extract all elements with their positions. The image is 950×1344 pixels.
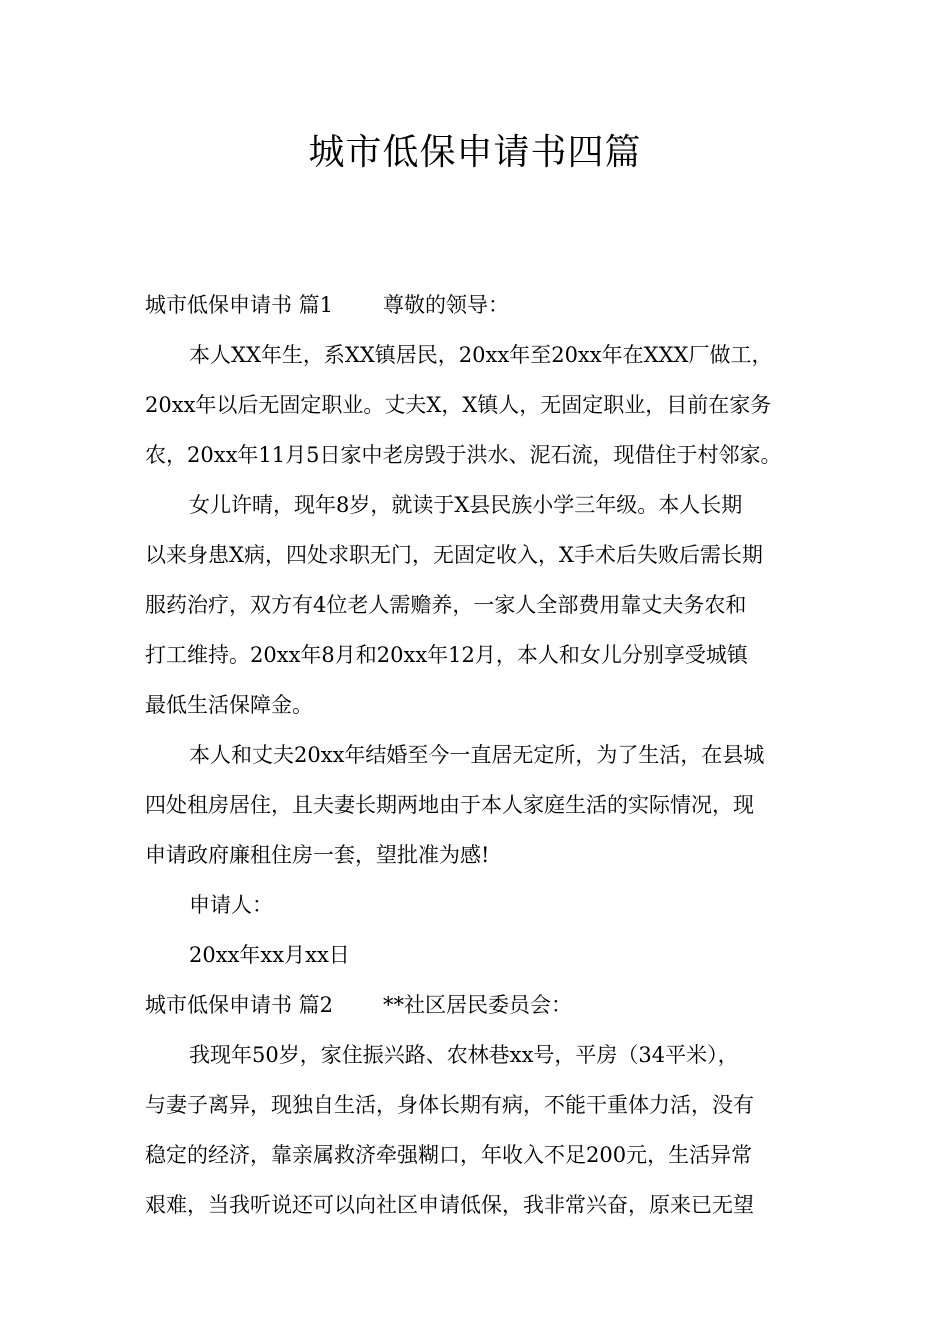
- salutation: **社区居民委员会：: [383, 993, 573, 1017]
- paragraph-line: 我现年50岁，家住振兴路、农林巷xx号，平房（34平米），: [189, 1043, 739, 1067]
- section-label: 城市低保申请书 篇1: [145, 293, 334, 317]
- paragraph-line: 四处租房居住，且夫妻长期两地由于本人家庭生活的实际情况，现: [145, 793, 754, 817]
- paragraph-line: 与妻子离异，现独自生活，身体长期有病，不能干重体力活，没有: [145, 1093, 754, 1117]
- paragraph-line: 申请政府廉租住房一套，望批准为感!: [145, 843, 490, 867]
- paragraph-line: 稳定的经济，靠亲属救济牵强糊口，年收入不足200元，生活异常: [145, 1143, 753, 1167]
- section-heading-1: [145, 280, 810, 330]
- applicant-line: 申请人：: [189, 893, 273, 917]
- salutation: 尊敬的领导：: [383, 293, 510, 317]
- paragraph-line: 艰难，当我听说还可以向社区申请低保，我非常兴奋，原来已无望: [145, 1193, 754, 1217]
- paragraph-line: 农，20xx年11月5日家中老房毁于洪水、泥石流，现借住于村邻家。: [145, 443, 782, 467]
- date-line: 20xx年xx月xx日: [189, 943, 350, 967]
- paragraph-line: 最低生活保障金。: [145, 693, 313, 717]
- paragraph-line: 本人XX年生，系XX镇居民，20xx年至20xx年在XXX厂做工，: [189, 343, 773, 367]
- document-body: [145, 280, 810, 1230]
- paragraph-line: 服药治疗，双方有4位老人需赡养，一家人全部费用靠丈夫务农和: [145, 593, 747, 617]
- paragraph-line: 以来身患X病，四处求职无门，无固定收入，X手术后失败后需长期: [145, 543, 763, 567]
- paragraph-line: 20xx年以后无固定职业。丈夫X，X镇人，无固定职业，目前在家务: [145, 393, 772, 417]
- document-title: 城市低保申请书四篇: [308, 132, 642, 173]
- section-heading-2: [145, 980, 810, 1030]
- paragraph-line: 打工维持。20xx年8月和20xx年12月，本人和女儿分别享受城镇: [145, 643, 748, 667]
- section-label: 城市低保申请书 篇2: [145, 993, 334, 1017]
- paragraph-line: 女儿许晴，现年8岁，就读于X县民族小学三年级。本人长期: [189, 493, 743, 517]
- paragraph-line: 本人和丈夫20xx年结婚至今一直居无定所，为了生活，在县城: [189, 743, 765, 767]
